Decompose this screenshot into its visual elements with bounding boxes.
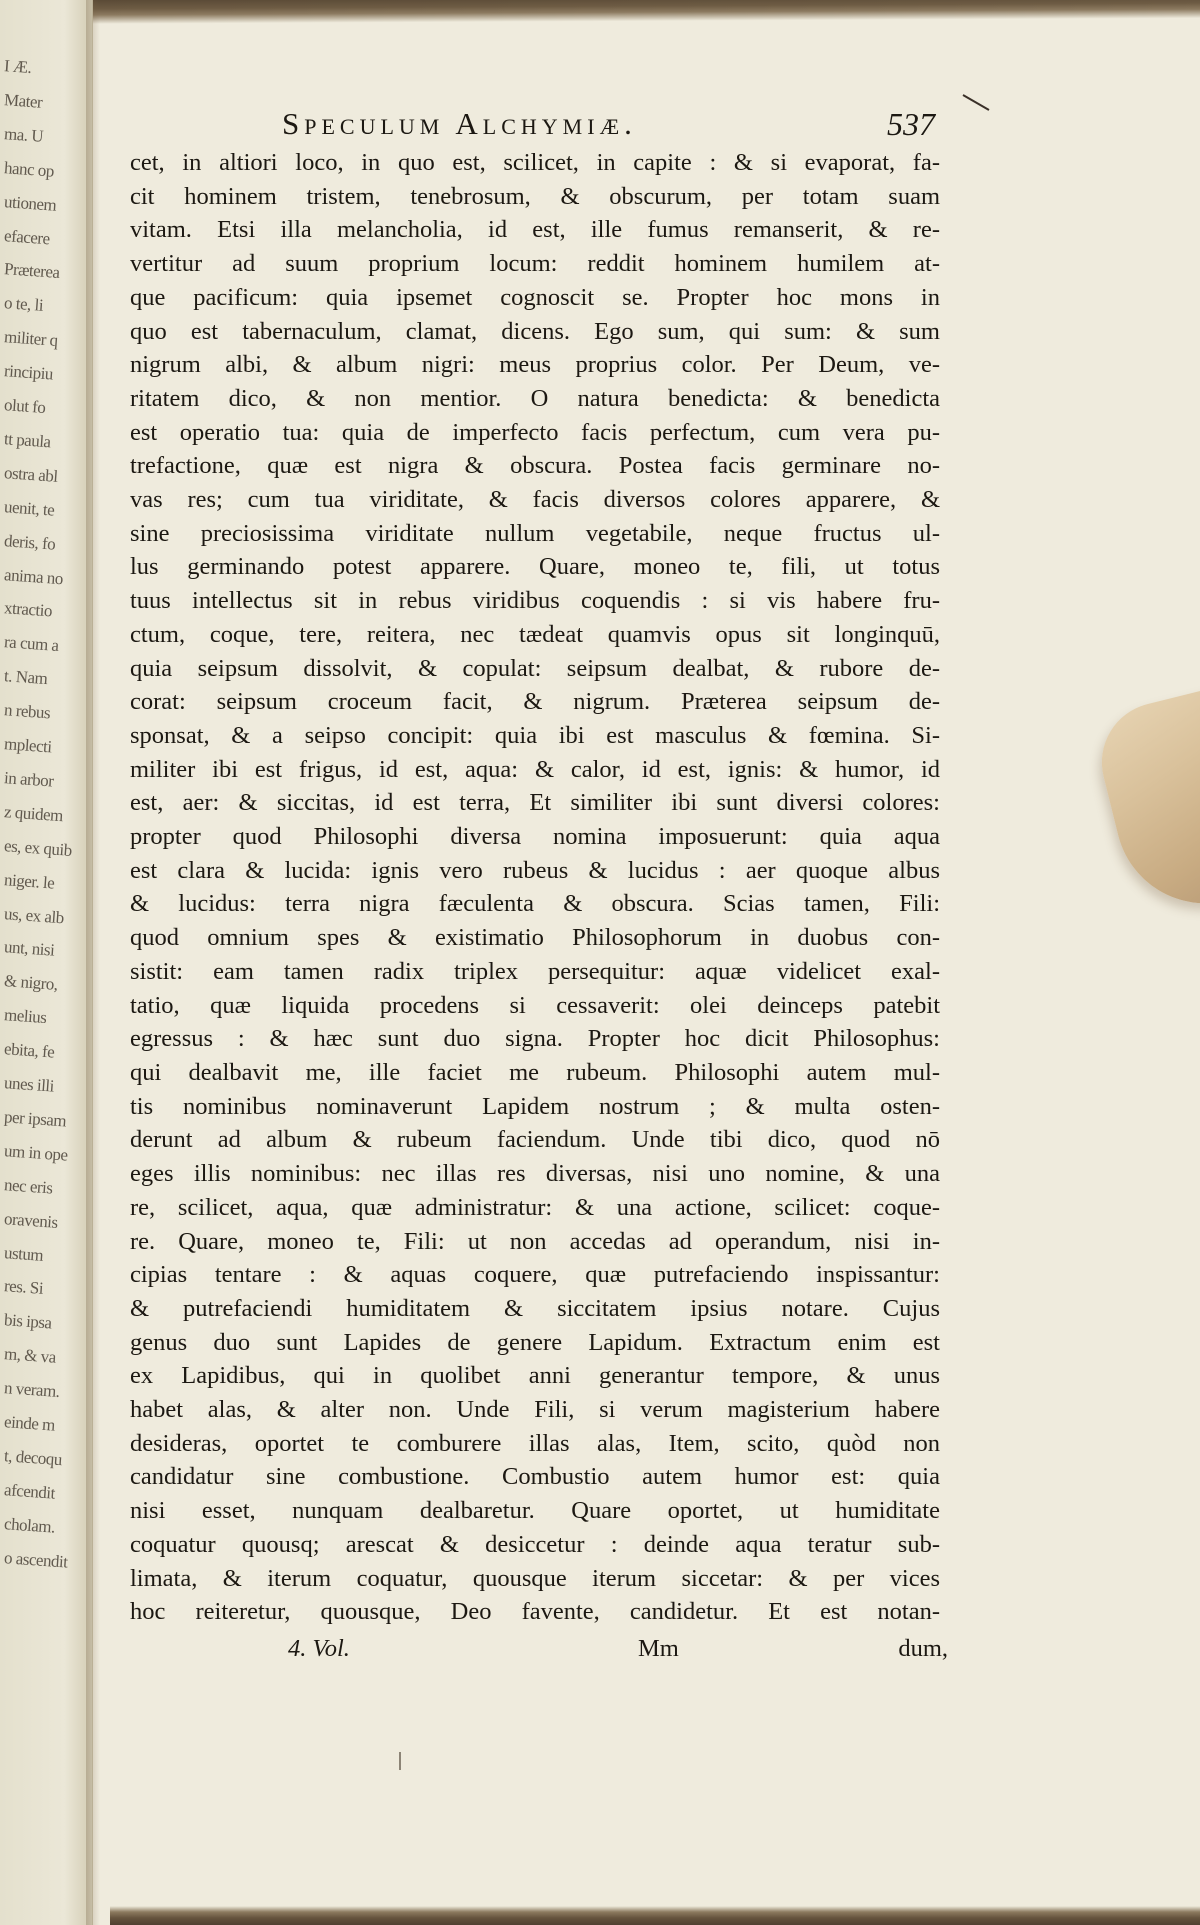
text-line: vitam. Etsi illa melancholia, id est, ille fumus remanserit, & re- bbox=[130, 216, 940, 244]
text-line: cet, in altiori loco, in quo est, scilicet, in capite : & si evaporat, fa- bbox=[130, 149, 940, 176]
facing-page-fragment: ostra abl bbox=[3, 462, 59, 486]
text-line: ex Lapidibus, qui in quolibet anni generantur tempore, & unus bbox=[130, 1362, 940, 1390]
facing-page-fragment: n veram. bbox=[3, 1378, 61, 1402]
gutter-shadow bbox=[86, 0, 100, 1925]
facing-page-fragment: melius bbox=[3, 1005, 48, 1028]
text-line: ctum, coque, tere, reitera, nec tædeat quamvis opus sit longinquū, bbox=[130, 620, 940, 648]
text-line: quo est tabernaculum, clamat, dicens. Ego sum, qui sum: & sum bbox=[130, 317, 940, 345]
facing-page-fragment: anima no bbox=[3, 564, 64, 588]
text-line: desideras, oportet te comburere illas alas, Item, scito, quòd non bbox=[130, 1429, 940, 1457]
text-line: hoc reiteretur, quousque, Deo favente, candidetur. Et est notan- bbox=[130, 1598, 940, 1626]
text-line: re. Quare, moneo te, Fili: ut non accedas ad operandum, nisi in- bbox=[130, 1227, 940, 1255]
page-footer bbox=[288, 1635, 948, 1669]
text-line: cit hominem tristem, tenebrosum, & obscurum, per totam suam bbox=[130, 182, 940, 210]
facing-page-fragment: xtractio bbox=[3, 598, 53, 621]
text-line: derunt ad album & rubeum faciendum. Unde tibi dico, quod nō bbox=[130, 1126, 940, 1154]
text-line: trefactione, quæ est nigra & obscura. Postea facis germinare no- bbox=[130, 452, 940, 480]
text-line: nisi esset, nunquam dealbaretur. Quare oportet, ut humiditate bbox=[130, 1497, 940, 1525]
facing-page-fragment: o ascendit bbox=[3, 1547, 69, 1572]
facing-page-fragment: in arbor bbox=[3, 768, 55, 791]
text-line: limata, & iterum coquatur, quousque iterum siccetar: & per vices bbox=[130, 1564, 940, 1592]
page-number: 537 bbox=[887, 106, 935, 142]
facing-page-fragment: Præterea bbox=[3, 259, 61, 283]
facing-page-fragment: unes illi bbox=[3, 1073, 55, 1096]
facing-page-fragment: m, & va bbox=[3, 1344, 57, 1367]
text-line: cipias tentare : & aquas coquere, quæ putrefaciendo inspissantur: bbox=[130, 1261, 940, 1289]
text-line: est, aer: & siccitas, id est terra, Et similiter ibi sunt diversi colores: bbox=[130, 789, 940, 817]
facing-page-fragment: efacere bbox=[3, 225, 51, 248]
text-line: que pacificum: quia ipsemet cognoscit se. Propter hoc mons in bbox=[130, 283, 940, 311]
facing-page-fragment: ra cum a bbox=[3, 632, 60, 656]
facing-page-fragment: unt, nisi bbox=[3, 937, 56, 961]
text-line: qui dealbavit me, ille faciet me rubeum. Philosophi autem mul- bbox=[130, 1058, 940, 1086]
text-line: & putrefaciendi humiditatem & siccitatem ipsius notare. Cujus bbox=[130, 1294, 940, 1322]
bottom-page-edge bbox=[110, 1906, 1200, 1925]
facing-page-fragment: nec eris bbox=[3, 1174, 54, 1198]
facing-page-fragment: ebita, fe bbox=[3, 1039, 55, 1062]
facing-page-fragment: niger. le bbox=[3, 869, 55, 893]
text-line: quia seipsum dissolvit, & copulat: seipsum dealbat, & rubore de- bbox=[130, 654, 940, 682]
gathering-signature: Mm bbox=[638, 1635, 679, 1662]
facing-page-fragment: rincipiu bbox=[3, 361, 54, 384]
facing-page-fragment: I Æ. bbox=[3, 56, 33, 78]
body-text bbox=[130, 146, 940, 1629]
text-line: re, scilicet, aqua, quæ administratur: & una actione, scilicet: coque- bbox=[130, 1193, 940, 1221]
facing-page-fragment: es, ex quib bbox=[3, 835, 73, 860]
facing-page-fragment: utionem bbox=[3, 191, 57, 215]
text-line: genus duo sunt Lapides de genere Lapidum. Extractum enim est bbox=[130, 1328, 940, 1356]
text-line: sistit: eam tamen radix triplex persequitur: aquæ videlicet exal- bbox=[130, 957, 940, 985]
facing-page-edge bbox=[0, 0, 93, 1925]
text-line: militer ibi est frigus, id est, aqua: & calor, id est, ignis: & humor, id bbox=[130, 755, 940, 783]
facing-page-fragment: bis ipsa bbox=[3, 1310, 53, 1333]
running-title: Speculum Alchymiæ. bbox=[282, 106, 637, 141]
facing-page-fragment: einde m bbox=[3, 1412, 56, 1435]
facing-page-fragment: ma. U bbox=[3, 123, 44, 146]
text-line: est clara & lucida: ignis vero rubeus & lucidus : aer quoque albus bbox=[130, 856, 940, 884]
text-line: egressus : & hæc sunt duo signa. Propter hoc dicit Philosophus: bbox=[130, 1025, 940, 1053]
text-line: & lucidus: terra nigra fæculenta & obscura. Scias tamen, Fili: bbox=[130, 890, 940, 918]
text-line: tatio, quæ liquida procedens si cessaverit: olei deinceps patebit bbox=[130, 991, 940, 1019]
facing-page-fragment: oravenis bbox=[3, 1208, 59, 1232]
text-line: sine preciosissima viriditate nullum vegetabile, neque fructus ul- bbox=[130, 519, 940, 547]
text-line: quod omnium spes & existimatio Philosophorum in duobus con- bbox=[130, 924, 940, 952]
text-line: sponsat, & a seipso concipit: quia ibi est masculus & fœmina. Si- bbox=[130, 721, 940, 749]
text-line: coquatur quousq; arescat & desiccetur : deinde aqua teratur sub- bbox=[130, 1530, 940, 1558]
text-line: candidatur sine combustione. Combustio autem humor est: quia bbox=[130, 1463, 940, 1491]
facing-page-fragment: hanc op bbox=[3, 157, 55, 181]
facing-page-fragment: uenit, te bbox=[3, 496, 55, 520]
fold-mark bbox=[399, 1752, 401, 1770]
facing-page-fragment: us, ex alb bbox=[3, 903, 65, 927]
text-line: tuus intellectus sit in rebus viridibus coquendis : si vis habere fru- bbox=[130, 587, 940, 615]
facing-page-fragment: ustum bbox=[3, 1242, 44, 1265]
facing-page-fragment: um in ope bbox=[3, 1140, 69, 1165]
volume-signature: 4. Vol. bbox=[288, 1635, 350, 1662]
text-line: propter quod Philosophi diversa nomina imposuerunt: quia aqua bbox=[130, 823, 940, 851]
text-line: est operatio tua: quia de imperfecto facis perfectum, cum vera pu- bbox=[130, 418, 940, 446]
facing-page-fragment: t. Nam bbox=[3, 666, 49, 689]
facing-page-fragment: Mater bbox=[3, 90, 43, 112]
text-line: tis nominibus nominaverunt Lapidem nostrum ; & multa osten- bbox=[130, 1092, 940, 1120]
facing-page-fragment: z quidem bbox=[3, 801, 64, 826]
facing-page-fragment: n rebus bbox=[3, 700, 51, 723]
text-line: corat: seipsum croceum facit, & nigrum. Præterea seipsum de- bbox=[130, 688, 940, 716]
text-line: ritatem dico, & non mentior. O natura benedicta: & benedicta bbox=[130, 384, 940, 412]
catchword: dum, bbox=[898, 1635, 948, 1662]
facing-page-fragment: per ipsam bbox=[3, 1107, 67, 1131]
text-line: vertitur ad suum proprium locum: reddit hominem humilem at- bbox=[130, 250, 940, 278]
text-line: eges illis nominibus: nec illas res diversas, nisi uno nomine, & una bbox=[130, 1160, 940, 1188]
facing-page-fragment: afcendit bbox=[3, 1479, 56, 1503]
text-line: habet alas, & alter non. Unde Fili, si verum magisterium habere bbox=[130, 1396, 940, 1424]
facing-page-fragment: mplecti bbox=[3, 734, 53, 757]
text-line: lus germinando potest apparere. Quare, moneo te, fili, ut totus bbox=[130, 553, 940, 581]
facing-page-fragment: res. Si bbox=[3, 1276, 44, 1299]
text-line: vas res; cum tua viriditate, & facis diversos colores apparere, & bbox=[130, 486, 940, 514]
facing-page-fragment: tt paula bbox=[3, 429, 52, 452]
text-line: nigrum albi, & album nigri: meus proprius color. Per Deum, ve- bbox=[130, 351, 940, 379]
facing-page-fragment: olut fo bbox=[3, 395, 47, 418]
facing-page-fragment: & nigro, bbox=[3, 971, 59, 995]
facing-page-fragment: t, decoqu bbox=[3, 1446, 63, 1470]
facing-page-fragment: o te, li bbox=[3, 293, 44, 316]
facing-page-fragment: deris, fo bbox=[3, 530, 56, 554]
facing-page-fragment: militer q bbox=[3, 327, 59, 351]
facing-page-fragment: cholam. bbox=[3, 1513, 56, 1537]
